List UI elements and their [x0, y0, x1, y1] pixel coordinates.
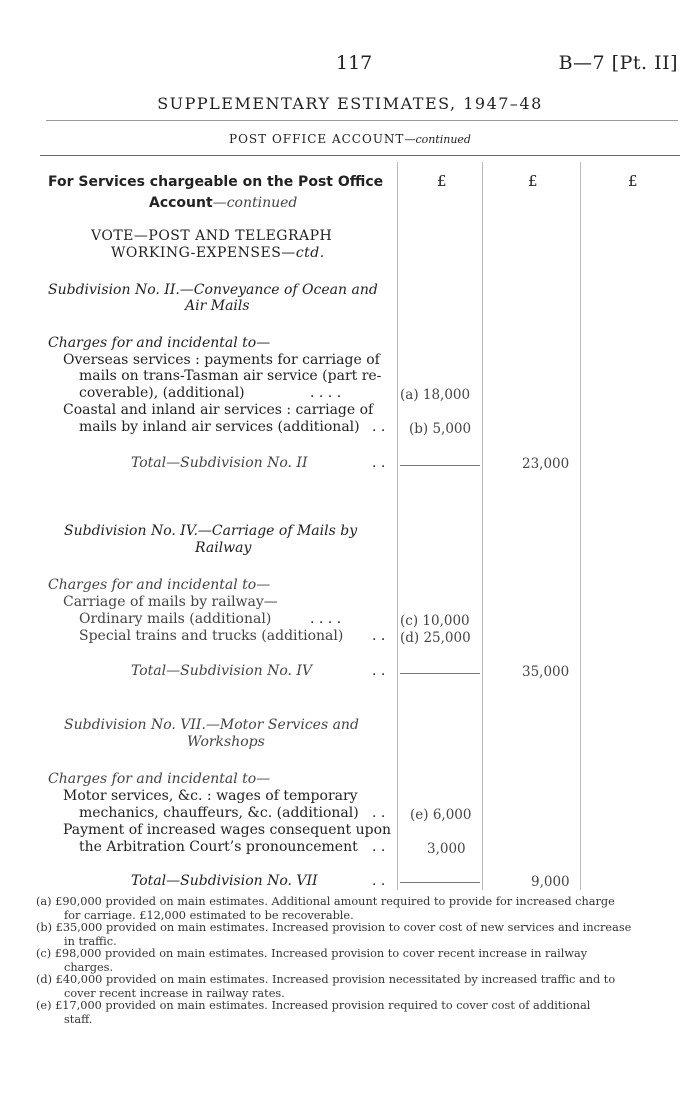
footnote-c-mark: (c): [36, 947, 52, 960]
column-divider-1: [397, 162, 398, 890]
subdivision-7-total-leader: . .: [372, 873, 386, 889]
services-heading-line2: [149, 192, 297, 211]
subdivision-2-total-label: Total—Subdivision No. II: [131, 455, 308, 471]
title-rule: [46, 120, 678, 121]
footnote-b-text: £35,000 provided on main estimates. Increased provision to cover cost of new services and increase: [55, 921, 632, 934]
footnote-a-continued: for carriage. £12,000 estimated to be recoverable.: [64, 909, 354, 922]
column-divider-2: [482, 162, 483, 890]
subdivision-4-item1: Ordinary mails (additional): [79, 611, 272, 627]
subdivision-7-charges: Charges for and incidental to—: [48, 771, 271, 787]
footnote-d: [36, 974, 615, 986]
subdivision-7-item1-line1: Motor services, &c. : wages of temporary: [63, 788, 358, 804]
vote-title-line2-text: WORKING-EXPENSES—: [111, 245, 296, 261]
subdivision-2-total-rule: [400, 465, 480, 466]
subdivision-7-title: Subdivision No. VII.—Motor Services and: [64, 717, 359, 733]
subdivision-4-title-line2: Railway: [195, 540, 252, 556]
subdivision-2-item2-amount: (b) 5,000: [409, 421, 472, 437]
footnote-a: [36, 896, 615, 908]
subdivision-2-item1-amount: (a) 18,000: [400, 387, 471, 403]
subdivision-4-title: Subdivision No. IV.—Carriage of Mails by: [64, 523, 358, 539]
account-subtitle: [0, 132, 700, 146]
services-heading-continued: —continued: [212, 195, 298, 211]
subdivision-7-item1-line2: mechanics, chauffeurs, &c. (additional): [79, 805, 359, 821]
vote-title-line2: [111, 245, 325, 261]
subdivision-2-item1-line3: coverable), (additional): [79, 385, 245, 401]
document-reference: B—7 [Pt. II]: [558, 52, 678, 74]
subdivision-7-item2-amount: 3,000: [427, 841, 466, 857]
page-title: SUPPLEMENTARY ESTIMATES, 1947–48: [157, 94, 543, 113]
subdivision-7-title-line2: Workshops: [187, 734, 265, 750]
footnote-a-text: £90,000 provided on main estimates. Additional amount required to provide for increased charge: [55, 895, 615, 908]
subdivision-4-charges: Charges for and incidental to—: [48, 577, 271, 593]
subdivision-7-item2-leader: . .: [372, 839, 386, 855]
subdivision-7-item2-line2: the Arbitration Court’s pronouncement: [79, 839, 358, 855]
page-number: 117: [336, 52, 373, 74]
subdivision-4-item2-amount: (d) 25,000: [400, 630, 471, 646]
footnote-c-continued: charges.: [64, 961, 114, 974]
column-header-pounds-1: £: [437, 172, 447, 190]
vote-title-line1: VOTE—POST AND TELEGRAPH: [91, 228, 333, 244]
subdivision-4-total: 35,000: [522, 664, 570, 680]
footnote-e-mark: (e): [36, 999, 52, 1012]
subdivision-7-total-label: Total—Subdivision No. VII: [131, 873, 318, 889]
footnote-b-mark: (b): [36, 921, 53, 934]
header-rule: [40, 155, 680, 156]
account-continued: —continued: [404, 133, 471, 146]
subdivision-7-total: 9,000: [531, 874, 570, 890]
subdivision-4-total-rule: [400, 673, 480, 674]
vote-title-continued: ctd.: [295, 245, 325, 261]
subdivision-2-charges: Charges for and incidental to—: [48, 335, 271, 351]
subdivision-2-title-line2: Air Mails: [185, 298, 250, 314]
subdivision-7-total-rule: [400, 882, 480, 883]
services-heading-account: Account: [149, 195, 213, 211]
subdivision-7-item1-leader: . .: [372, 805, 386, 821]
subdivision-2-total-leader: . .: [372, 455, 386, 471]
subdivision-2-title: Subdivision No. II.—Conveyance of Ocean and: [48, 282, 378, 298]
footnote-c-text: £98,000 provided on main estimates. Increased provision to cover recent increase in railway: [54, 947, 588, 960]
subdivision-4-item1-amount: (c) 10,000: [400, 613, 470, 629]
subdivision-4-item1-leader: . . . .: [310, 611, 342, 627]
footnote-e-continued: staff.: [64, 1013, 93, 1026]
footnote-b: [36, 922, 631, 934]
footnote-d-mark: (d): [36, 973, 53, 986]
footnote-b-continued: in traffic.: [64, 935, 117, 948]
services-heading: For Services chargeable on the Post Office: [48, 174, 384, 190]
subdivision-4-total-leader: . .: [372, 663, 386, 679]
subdivision-2-total: 23,000: [522, 456, 570, 472]
footnote-c: [36, 948, 587, 960]
subdivision-2-item2-line2: mails by inland air services (additional): [79, 419, 360, 435]
subdivision-4-item2-leader: . .: [372, 628, 386, 644]
subdivision-2-item1-leader: . . . .: [310, 385, 342, 401]
column-header-pounds-3: £: [628, 172, 638, 190]
column-divider-3: [580, 162, 581, 890]
subdivision-2-item2-line1: Coastal and inland air services : carriage of: [63, 402, 374, 418]
subdivision-4-item2: Special trains and trucks (additional): [79, 628, 344, 644]
account-name: POST OFFICE ACCOUNT: [229, 132, 405, 146]
footnote-a-mark: (a): [36, 895, 52, 908]
subdivision-2-item1-line1: Overseas services : payments for carriage of: [63, 352, 380, 368]
subdivision-4-item-heading: Carriage of mails by railway—: [63, 594, 278, 610]
footnote-d-continued: cover recent increase in railway rates.: [64, 987, 285, 1000]
footnote-e: [36, 1000, 590, 1012]
footnote-e-text: £17,000 provided on main estimates. Increased provision required to cover cost of additional: [55, 999, 591, 1012]
subdivision-2-item1-line2: mails on trans-Tasman air service (part re-: [79, 368, 382, 384]
subdivision-7-item1-amount: (e) 6,000: [410, 807, 472, 823]
subdivision-4-total-label: Total—Subdivision No. IV: [131, 663, 313, 679]
footnote-d-text: £40,000 provided on main estimates. Increased provision necessitated by increased traffic and to: [55, 973, 616, 986]
subdivision-7-item2-line1: Payment of increased wages consequent upon: [63, 822, 392, 838]
column-header-pounds-2: £: [528, 172, 538, 190]
subdivision-2-item2-leader: . .: [372, 419, 386, 435]
